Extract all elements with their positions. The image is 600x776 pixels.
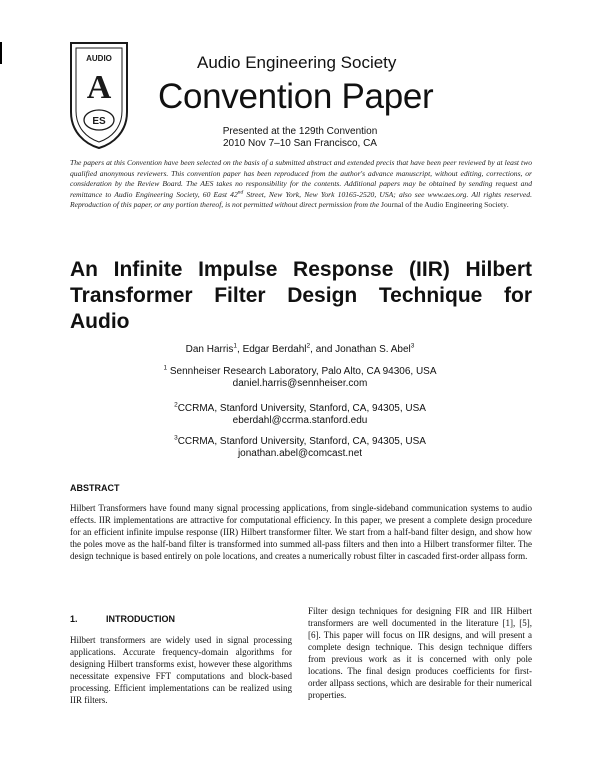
section-number: 1. bbox=[70, 614, 78, 624]
convention-paper-title: Convention Paper bbox=[158, 77, 434, 116]
affiliation-sup: 3 bbox=[174, 434, 178, 442]
author-line: Dan Harris$^1$, Edgar Berdahl$^2$, and Jonathan S. Abel$^3$ bbox=[185, 342, 415, 355]
affiliation-3 bbox=[0, 436, 600, 460]
author-3: and Jonathan S. Abel bbox=[315, 344, 411, 355]
convention-info bbox=[0, 126, 600, 150]
intro-right-column: Filter design techniques for designing FIR and IIR Hilbert transformers are well documented in the literature [1], [5], [6]. This paper will focus on IIR designs, and will present a complete design technique. This design technique differs from previous work as it is concerned with only pole locations. The final design produces coefficients for first-order allpass sections, which are desirable for their numerical properties. bbox=[308, 606, 532, 700]
section-title: INTRODUCTION bbox=[106, 614, 175, 624]
abstract-body: Hilbert Transformers have found many signal processing applications, from single-sideband communication systems to audio effects. IIR implementations are attractive for computational efficiency. In this paper, we present a complete design procedure for an efficient infinite impulse response (IIR) Hilbert transformer filter. We start from a half-band filter design, and show how the poles move as the half-band filter is transformed into summed all-pass filters and then into a Hilbert transformer filter. The design technique is based entirely on pole locations, and creates a numerically robust filter in cascaded first-order allpass form. bbox=[70, 503, 532, 561]
convention-info-line1: Presented at the 129th Convention bbox=[222, 126, 378, 137]
page-edge-mark bbox=[0, 42, 2, 64]
affiliation-institution: Sennheiser Research Laboratory, Palo Alto, CA 94306, USA bbox=[167, 366, 437, 377]
logo-letter-a: A bbox=[86, 69, 112, 106]
review-notice bbox=[70, 158, 532, 211]
author-2: Edgar Berdahl bbox=[242, 344, 307, 355]
affiliation-sup: 2 bbox=[174, 401, 178, 409]
author-1-sup: 1 bbox=[233, 342, 238, 350]
logo-audio-text: AUDIO bbox=[86, 54, 112, 63]
affiliation-1 bbox=[0, 366, 600, 390]
author-1: Dan Harris bbox=[185, 344, 234, 355]
affiliation-sup: 1 bbox=[163, 364, 168, 372]
society-name: Audio Engineering Society bbox=[197, 53, 397, 72]
author-3-sup: 3 bbox=[410, 342, 415, 350]
convention-info-line2: 2010 Nov 7–10 San Francisco, CA bbox=[223, 138, 377, 149]
affiliation-email: jonathan.abel@comcast.net bbox=[237, 448, 363, 459]
notice-text-continued: Street, New York, New York 10165-2520, USA; also see www.aes.org. All rights reserved. Reproduction of this paper, or any portion thereof, is not permitted without direct permission from the bbox=[70, 189, 532, 209]
section-heading-introduction bbox=[70, 614, 175, 624]
affiliation-2 bbox=[0, 403, 600, 427]
abstract-heading: ABSTRACT bbox=[70, 483, 120, 493]
logo-es-text: ES bbox=[92, 116, 106, 127]
author-2-sup: 2 bbox=[306, 342, 311, 350]
notice-superscript: nd bbox=[237, 188, 244, 195]
affiliation-email: eberdahl@ccrma.stanford.edu bbox=[232, 415, 368, 426]
notice-end: . bbox=[506, 200, 509, 209]
notice-text: The papers at this Convention have been selected on the basis of a submitted abstract and extended precis that have been peer reviewed by at least two qualified anonymous reviewers. This convention paper has been reproduced from the author's advance manuscript, without editing, corrections, or consideration by the Review Board. The AES takes no responsibility for the contents. Additional papers may be obtained by sending request and remittance to Audio Engineering Society, 60 East 42 bbox=[70, 158, 532, 199]
intro-left-column: Hilbert transformers are widely used in signal processing applications. Accurate frequency-domain algorithms for designing Hilbert transforms exist, however these algorithms necessitate expensive FFT computations and block-based processing. Efficient implementations can be realized using IIR filters. bbox=[70, 635, 292, 705]
notice-journal: Journal of the Audio Engineering Society bbox=[381, 200, 507, 209]
affiliation-email: daniel.harris@sennheiser.com bbox=[232, 378, 368, 389]
affiliation-institution: CCRMA, Stanford University, Stanford, CA, 94305, USA bbox=[177, 436, 426, 447]
paper-title: An Infinite Impulse Response (IIR) Hilbert Transformer Filter Design Technique for Audio bbox=[70, 258, 532, 333]
affiliation-institution: CCRMA, Stanford University, Stanford, CA, 94305, USA bbox=[177, 403, 426, 414]
